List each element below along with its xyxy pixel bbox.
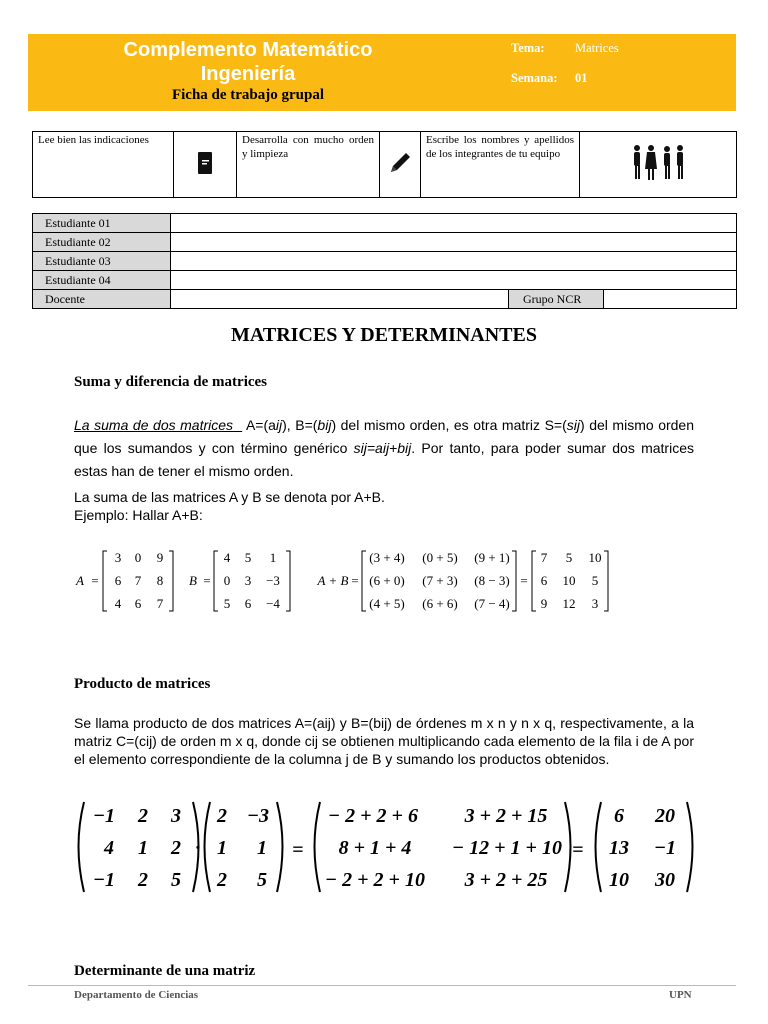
cell: 7 (134, 573, 142, 588)
cell: −3 (246, 805, 270, 827)
semana-value: 01 (575, 71, 588, 85)
people-icon (580, 132, 737, 198)
cell: (8 − 3) (474, 573, 510, 588)
cell: 3 (591, 596, 599, 611)
cell: 1 (138, 837, 148, 859)
cell: − 2 + 2 + 10 (325, 869, 425, 891)
cell: −4 (266, 596, 280, 611)
cell: 3 (244, 573, 252, 588)
cell: − 12 + 1 + 10 (452, 837, 562, 859)
cell: 3 (171, 805, 181, 827)
title-line-2: Ingeniería (200, 63, 296, 85)
tema-label: Tema: (511, 41, 545, 55)
instruction-3: Escribe los nombres y apellidos de los integrantes de tu equipo (421, 132, 580, 198)
text-span: ) del mismo orden que los sumandos y con término genérico (74, 417, 695, 456)
instruction-2: Desarrolla con mucho orden y limpieza (237, 132, 380, 198)
instructions-table (32, 131, 737, 198)
cell: 6 (134, 596, 142, 611)
cell: (7 + 3) (422, 573, 458, 588)
equals-sign: = (520, 573, 528, 588)
cell: 1 (269, 550, 277, 565)
cell: 2 (138, 869, 148, 891)
cell: 5 (591, 573, 599, 588)
text-span: sij (566, 417, 580, 433)
students-table (32, 213, 737, 309)
cell: 2 (138, 805, 148, 827)
text-span: A=(a (245, 417, 276, 433)
cell: 10 (609, 869, 629, 891)
grupo-label: Grupo NCR (509, 290, 604, 309)
cell: (6 + 0) (369, 573, 405, 588)
text-span: . Por tanto, para poder sumar dos matrices estas han de tener el mismo orden. (74, 440, 694, 479)
formula-text: sij=aij+bij (353, 440, 412, 456)
product-definition: Se llama producto de dos matrices A=(aij) y B=(bij) de órdenes m x n y n x q, respectivamente, a la matriz C=(cij) de orden m x q, donde cij se obtienen multiplicando cada elemento de la fila i de A por el elemento correspondiente de la columna j de B y sumando los productos obtenidos. (74, 715, 694, 767)
cell: 0 (223, 573, 231, 588)
page-title: MATRICES Y DETERMINANTES (231, 324, 537, 346)
cell: 7 (156, 596, 164, 611)
cell: 4 (114, 596, 122, 611)
section-heading-determinant: Determinante de una matriz (74, 963, 256, 979)
student-label: Estudiante 01 (33, 214, 171, 233)
cell: 4 (223, 550, 231, 565)
cell: 2 (217, 805, 227, 827)
student-name-field[interactable] (171, 214, 737, 233)
cell: 3 (114, 550, 122, 565)
cell: (7 − 4) (474, 596, 510, 611)
sum-notation-line: La suma de las matrices A y B se denota por A+B. (74, 489, 385, 505)
cell: − 2 + 2 + 6 (328, 805, 418, 827)
cell: 3 + 2 + 15 (464, 805, 548, 827)
student-name-field[interactable] (171, 252, 737, 271)
book-icon (174, 132, 237, 198)
cell: 5 (244, 550, 252, 565)
cell: 20 (655, 805, 675, 827)
footer-department: Departamento de Ciencias (74, 989, 199, 1001)
cell: 7 (540, 550, 548, 565)
text-span: ), B=( (282, 417, 318, 433)
equals-sign: = (572, 839, 584, 861)
cell: 0 (134, 550, 142, 565)
cell: 3 + 2 + 25 (464, 869, 548, 891)
matrix-label-a: A (76, 573, 84, 588)
grupo-field[interactable] (604, 290, 737, 309)
equals-sign: = (203, 573, 211, 588)
cell: 6 (114, 573, 122, 588)
section-heading-product: Producto de matrices (74, 676, 211, 692)
cell: 2 (217, 869, 227, 891)
title-line-1: Complemento Matemático (123, 39, 373, 61)
example-line: Ejemplo: Hallar A+B: (74, 507, 203, 523)
cell: 5 (565, 550, 573, 565)
cell: 5 (257, 869, 267, 891)
cell: 8 + 1 + 4 (338, 837, 412, 859)
matrix-label-b: B (189, 573, 197, 588)
cell: (6 + 6) (422, 596, 458, 611)
footer-line (28, 985, 736, 986)
cell: −1 (92, 805, 116, 827)
product-example-figure (70, 796, 700, 900)
cell: 8 (156, 573, 164, 588)
student-name-field[interactable] (171, 271, 737, 290)
cell: 13 (609, 837, 629, 859)
equals-sign: = (292, 839, 304, 861)
dot-operator: · (194, 837, 202, 859)
sum-link-text: La suma de dos matrices (74, 417, 234, 433)
text-span: ) del mismo orden, es otra matriz S=( (331, 417, 567, 433)
cell: 1 (217, 837, 227, 859)
cell: 6 (244, 596, 252, 611)
cell: 10 (588, 550, 602, 565)
cell: (4 + 5) (369, 596, 405, 611)
matrix-label-ab: A + B (317, 573, 349, 588)
cell: 5 (223, 596, 231, 611)
section-heading-sum: Suma y diferencia de matrices (74, 374, 268, 390)
instruction-1: Lee bien las indicaciones (33, 132, 174, 198)
text-span: bij (317, 417, 332, 433)
cell: (3 + 4) (369, 550, 405, 565)
tema-value: Matrices (575, 41, 619, 55)
cell: 9 (540, 596, 548, 611)
pencil-icon (380, 132, 421, 198)
cell: 2 (171, 837, 181, 859)
cell: (9 + 1) (474, 550, 510, 565)
cell: 9 (156, 550, 164, 565)
header-banner (28, 34, 736, 111)
cell: 4 (104, 837, 114, 859)
cell: 5 (171, 869, 181, 891)
student-name-field[interactable] (171, 233, 737, 252)
cell: 10 (562, 573, 576, 588)
cell: −1 (653, 837, 677, 859)
sum-definition (74, 414, 694, 483)
text-span: ij (275, 417, 283, 433)
cell: 12 (562, 596, 576, 611)
equals-sign: = (351, 573, 359, 588)
docente-field[interactable] (171, 290, 509, 309)
cell: −1 (92, 869, 116, 891)
docente-label: Docente (33, 290, 171, 309)
cell: −3 (266, 573, 280, 588)
student-label: Estudiante 02 (33, 233, 171, 252)
student-label: Estudiante 03 (33, 252, 171, 271)
equals-sign: = (91, 573, 99, 588)
footer-institution: UPN (669, 989, 692, 1001)
subtitle: Ficha de trabajo grupal (171, 87, 325, 103)
semana-label: Semana: (511, 71, 558, 85)
cell: 6 (614, 805, 624, 827)
sum-example-figure (70, 545, 620, 617)
cell: 1 (257, 837, 267, 859)
student-label: Estudiante 04 (33, 271, 171, 290)
cell: (0 + 5) (422, 550, 458, 565)
cell: 6 (540, 573, 548, 588)
cell: 30 (655, 869, 675, 891)
